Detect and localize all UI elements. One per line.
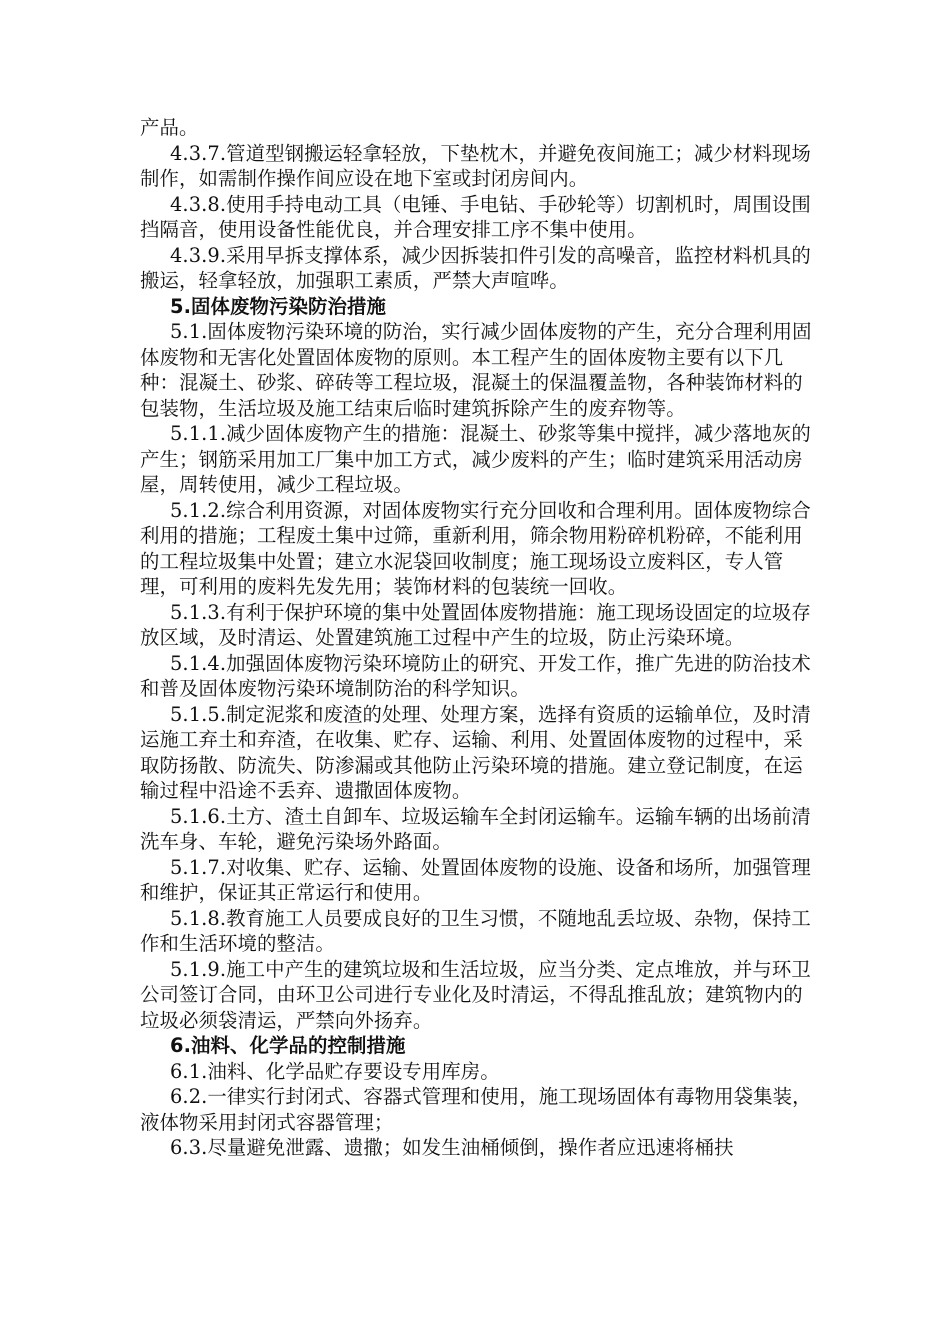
section-heading: 6.油料、化学品的控制措施 [170,1034,406,1057]
section-heading: 5.固体废物污染防治措施 [170,294,386,318]
paragraph: 4.3.7.管道型钢搬运轻拿轻放，下垫枕木，并避免夜间施工；减少材料现场制作，如需制作操作间应设在地下室或封闭房间内。 [140,141,811,190]
paragraph: 5.1.5.制定泥浆和废渣的处理、处理方案，选择有资质的运输单位，及时清运施工弃土和弃渣，在收集、贮存、运输、利用、处置固体废物的过程中，采取防扬散、防流失、防渗漏或其他防止污染环境的措施。建立登记制度，在运输过程中沿途不丢弃、遗撒固体废物。 [140,702,811,802]
paragraph: 6.3.尽量避免泄露、遗撒；如发生油桶倾倒，操作者应迅速将桶扶 [170,1136,734,1159]
paragraph: 5.1.3.有利于保护环境的集中处置固体废物措施：施工现场设固定的垃圾存放区域，及时清运、处置建筑施工过程中产生的垃圾，防止污染环境。 [140,600,811,649]
paragraph: 5.1.7.对收集、贮存、运输、处置固体废物的设施、设备和场所，加强管理和维护，保证其正常运行和使用。 [140,855,811,904]
paragraph: 6.2.一律实行封闭式、容器式管理和使用，施工现场固体有毒物用袋集装，液体物采用封闭式容器管理； [140,1085,812,1134]
paragraph: 5.1.2.综合利用资源，对固体废物实行充分回收和合理利用。固体废物综合利用的措施；工程废土集中过筛，重新利用，筛余物用粉碎机粉碎，不能利用的工程垃圾集中处置；建立水泥袋回收制度；施工现场设立废料区，专人管理，可利用的废料先发先用；装饰材料的包装统一回收。 [140,498,811,598]
paragraph: 4.3.8.使用手持电动工具（电锤、手电钻、手砂轮等）切割机时，周围设围挡隔音，使用设备性能优良，并合理安排工序不集中使用。 [140,192,811,241]
paragraph: 产品。 [140,116,199,139]
paragraph: 4.3.9.采用早拆支撑体系，减少因拆装扣件引发的高噪音，监控材料机具的搬运，轻拿轻放，加强职工素质，严禁大声喧哗。 [140,243,811,292]
paragraph: 5.1.9.施工中产生的建筑垃圾和生活垃圾，应当分类、定点堆放，并与环卫公司签订合同，由环卫公司进行专业化及时清运，不得乱推乱放；建筑物内的垃圾必须袋清运，严禁向外扬弃。 [140,957,811,1032]
paragraph: 5.1.1.减少固体废物产生的措施：混凝土、砂浆等集中搅拌，减少落地灰的产生；钢筋采用加工厂集中加工方式，减少废料的产生；临时建筑采用活动房屋，周转使用，减少工程垃圾。 [140,422,811,496]
document-page [140,115,812,1161]
paragraph: 5.1.6.土方、渣土自卸车、垃圾运输车全封闭运输车。运输车辆的出场前清洗车身、车轮，避免污染场外路面。 [140,804,811,853]
paragraph: 5.1.固体废物污染环境的防治，实行减少固体废物的产生，充分合理利用固体废物和无害化处置固体废物的原则。本工程产生的固体废物主要有以下几种：混凝土、砂浆、碎砖等工程垃圾，混凝土的保温覆盖物，各种装饰材料的包装物，生活垃圾及施工结束后临时建筑拆除产生的废弃物等。 [140,320,812,420]
paragraph: 6.1.油料、化学品贮存要设专用库房。 [170,1059,500,1083]
paragraph: 5.1.8.教育施工人员要成良好的卫生习惯，不随地乱丢垃圾、杂物，保持工作和生活环境的整洁。 [140,906,811,955]
paragraph: 5.1.4.加强固体废物污染环境防止的研究、开发工作，推广先进的防治技术和普及固体废物污染环境制防治的科学知识。 [140,651,811,700]
